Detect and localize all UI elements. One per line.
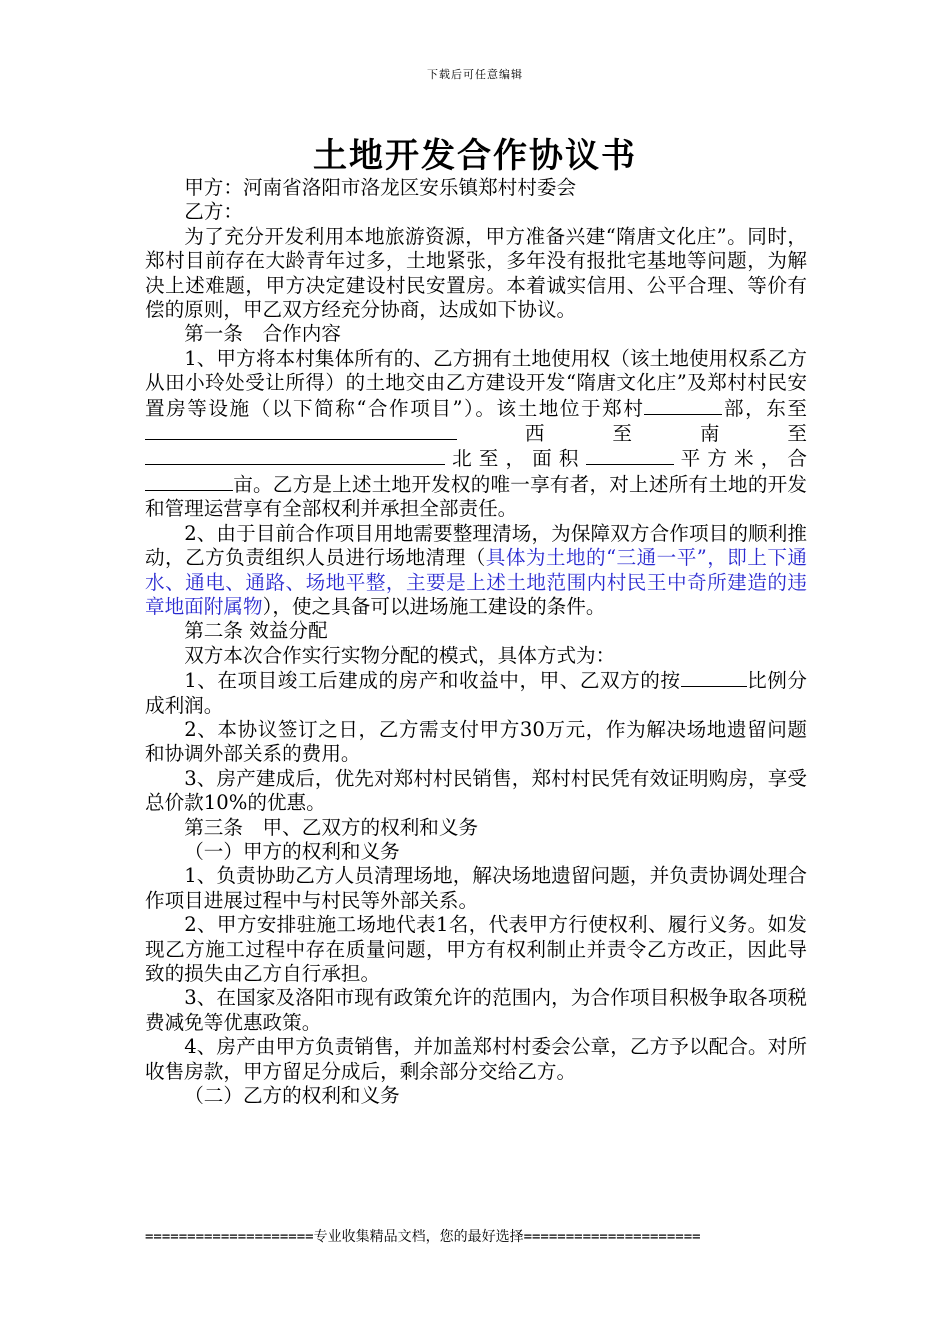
blank-village-part <box>644 396 722 415</box>
article2-item1 <box>145 668 807 718</box>
article3-heading: 第三条 甲、乙双方的权利和义务 <box>184 815 479 839</box>
blank-ratio <box>681 668 747 687</box>
item1-text-c: 西至南至 <box>457 422 807 446</box>
article2-heading: 第二条 效益分配 <box>184 619 328 643</box>
document-body <box>145 176 807 1108</box>
item2-text-b: ），使之具备可以进场施工建设的条件。 <box>262 594 606 618</box>
blank-south <box>145 446 445 465</box>
footer-note: ====================专业收集精品文档，您的最好选择===================== <box>145 1229 701 1245</box>
intro-paragraph: 为了充分开发利用本地旅游资源，甲方准备兴建“隋唐文化庄”。同时，郑村目前存在大龄青年过多，土地紧张，多年没有报批宅基地等问题，为解决上述难题，甲方决定建设村民安置房。本着诚实信用、公平合理、等价有偿的原则，甲乙双方经充分协商，达成如下协议。 <box>145 224 807 322</box>
item2-highlight-text: 具体为土地的“三通一平”，即上下通水、通电、通路、场地平整，主要是上述土地范围内村民王中奇所建造的违章地面附属物 <box>145 546 807 618</box>
item1-text-b: 部，东至 <box>722 396 808 420</box>
article3-item4: 4、房产由甲方负责销售，并加盖郑村村委会公章，乙方予以配合。对所收售房款，甲方留足分成后，剩余部分交给乙方。 <box>145 1035 807 1083</box>
blank-mu <box>145 472 233 491</box>
article3-item1: 1、负责协助乙方人员清理场地，解决场地遗留问题，并负责协调处理合作项目进展过程中与村民等外部关系。 <box>145 864 807 912</box>
article2-item3: 3、房产建成后，优先对郑村村民销售，郑村村民凭有效证明购房，享受总价款10%的优惠。 <box>145 766 807 815</box>
article3-sub2: （二）乙方的权利和义务 <box>184 1084 400 1108</box>
item2-text-a: 2、由于目前合作项目用地需要整理清场，为保障双方合作项目的顺利推动，乙方负责组织人员进行场地清理（ <box>145 521 807 570</box>
article1-item1 <box>145 347 807 522</box>
item1-text-a: 1、甲方将本村集体所有的、乙方拥有土地使用权（该土地使用权系乙方从田小玲处受让所得）的土地交由乙方建设开发“隋唐文化庄”及郑村村民安置房等设施（以下简称“合作项目”）。该土地位于郑村 <box>145 346 807 420</box>
document-title: 土地开发合作协议书 <box>313 136 637 176</box>
party-b-line: 乙方： <box>184 200 243 224</box>
header-note: 下载后可任意编辑 <box>427 68 523 81</box>
blank-area <box>586 446 674 465</box>
article1-item2 <box>145 522 807 620</box>
article2-lead: 双方本次合作实行实物分配的模式，具体方式为： <box>184 643 616 667</box>
article3-item2: 2、甲方安排驻施工场地代表1名，代表甲方行使权利、履行义务。如发现乙方施工过程中存在质量问题，甲方有权利制止并责令乙方改正，因此导致的损失由乙方自行承担。 <box>145 913 807 985</box>
article2-item2: 2、本协议签订之日，乙方需支付甲方30万元，作为解决场地遗留问题和协调外部关系的费用。 <box>145 717 807 766</box>
item1-text-f: 亩。乙方是上述土地开发权的唯一享有者，对上述所有土地的开发和管理运营享有全部权利并承担全部责任。 <box>145 472 807 521</box>
party-a-line: 甲方：河南省洛阳市洛龙区安乐镇郑村村委会 <box>184 176 577 199</box>
article2-item1-text-a: 1、在项目竣工后建成的房产和收益中，甲、乙双方的按 <box>184 669 681 693</box>
item1-text-e: 平方米，合 <box>673 447 808 471</box>
blank-east <box>145 421 457 440</box>
article2-item1-text-b: 比例分成利润。 <box>145 669 807 717</box>
article3-item3: 3、在国家及洛阳市现有政策允许的范围内，为合作项目积极争取各项税费减免等优惠政策。 <box>145 986 807 1034</box>
item1-text-d: 北至，面积 <box>445 447 586 471</box>
article1-heading: 第一条 合作内容 <box>184 322 341 346</box>
article3-sub1: （一）甲方的权利和义务 <box>184 839 400 863</box>
